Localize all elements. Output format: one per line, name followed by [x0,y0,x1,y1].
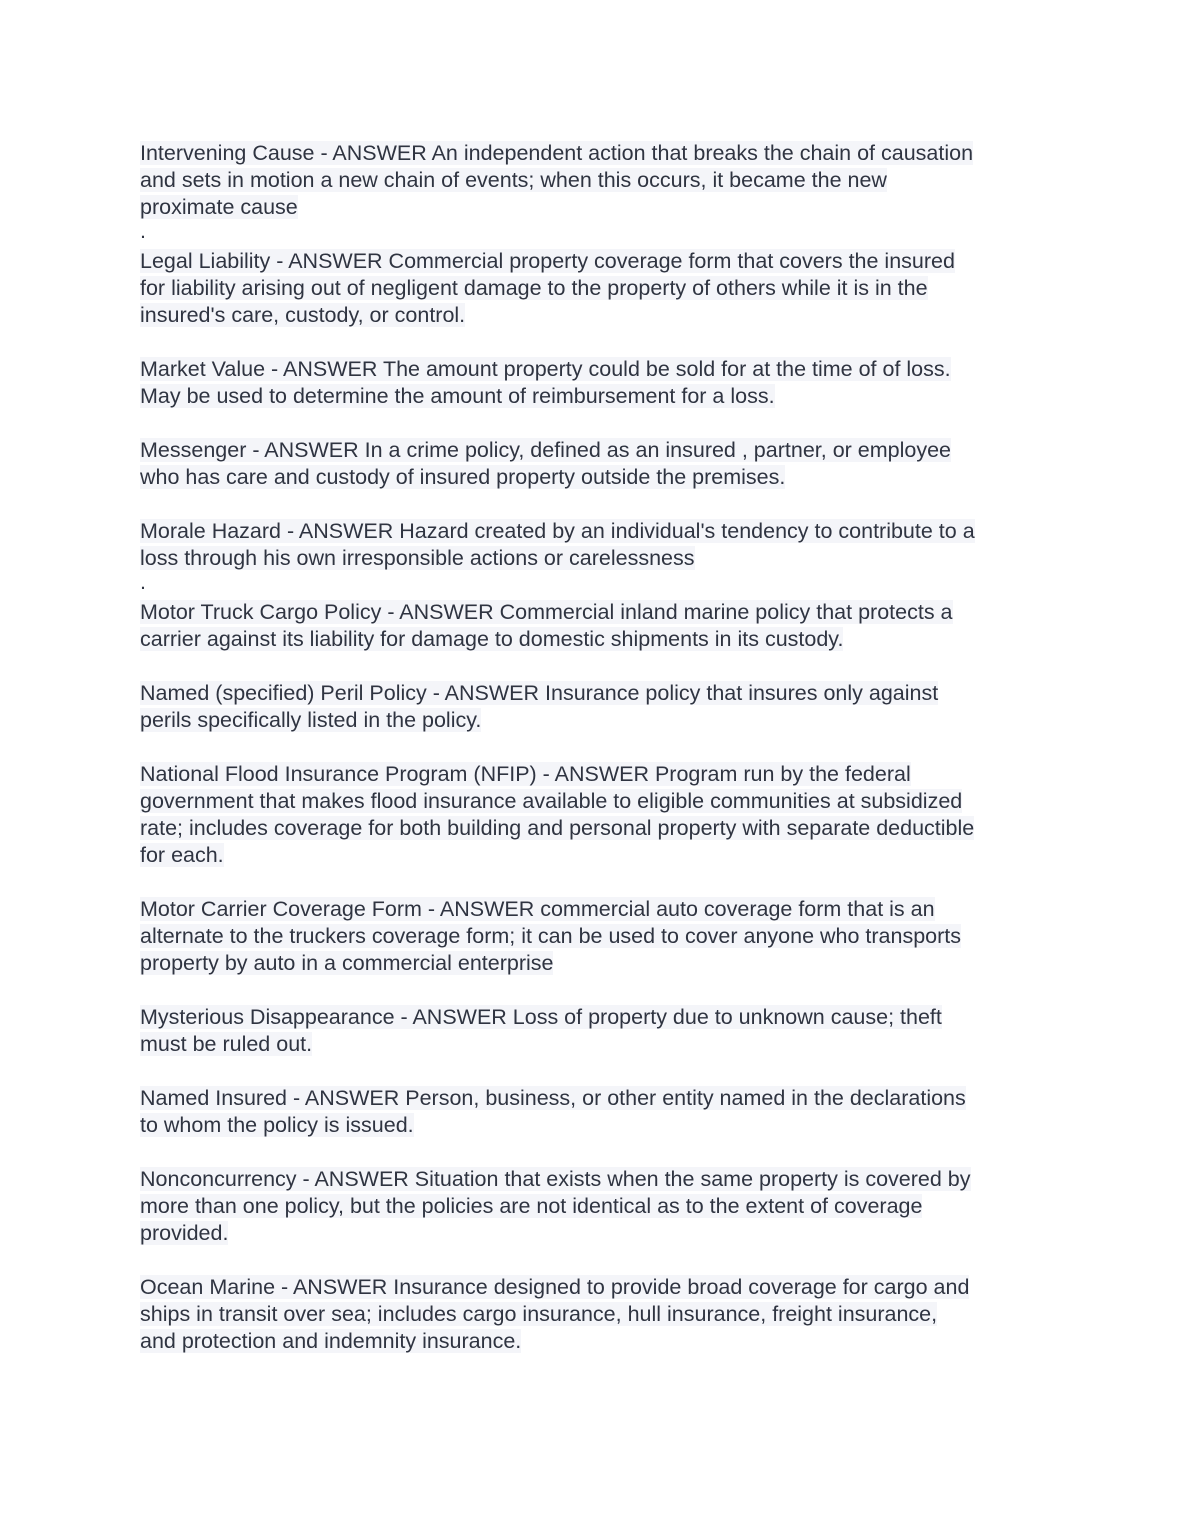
entry-text: Motor Truck Cargo Policy - ANSWER Commercial inland marine policy that protects a [140,600,953,624]
glossary-entry [140,599,1052,680]
entry-text-line [140,1328,1052,1355]
entry-text: for liability arising out of negligent damage to the property of others while it is in the [140,276,928,300]
entry-text: provided. [140,1221,229,1245]
entry-text-line [140,518,1052,545]
entry-text-line [140,815,1052,842]
entry-text-line [140,140,1052,167]
glossary-entry [140,896,1052,1004]
entry-spacer [140,329,1052,356]
entry-text: ships in transit over sea; includes cargo insurance, hull insurance, freight insurance, [140,1302,938,1326]
glossary-entry [140,1274,1052,1355]
entry-trailing-mark: . [140,219,146,243]
entry-text: and protection and indemnity insurance. [140,1329,522,1353]
entry-text-line [140,1112,1052,1139]
entry-text-line [140,842,1052,869]
entry-text-line [140,356,1052,383]
entry-text: who has care and custody of insured property outside the premises. [140,465,786,489]
entry-text: Ocean Marine - ANSWER Insurance designed to provide broad coverage for cargo and [140,1275,970,1299]
entry-text-line [140,1004,1052,1031]
entry-spacer [140,977,1052,1004]
entry-text-line [140,923,1052,950]
entry-text: Legal Liability - ANSWER Commercial property coverage form that covers the insured [140,249,955,273]
entry-text-line [140,950,1052,977]
entry-text: loss through his own irresponsible actions or carelessness [140,546,695,570]
entry-text-line [140,302,1052,329]
entry-text: Named Insured - ANSWER Person, business, or other entity named in the declarations [140,1086,966,1110]
glossary-entry [140,680,1052,761]
entry-spacer [140,1247,1052,1274]
entry-spacer [140,491,1052,518]
entry-text: Motor Carrier Coverage Form - ANSWER commercial auto coverage form that is an [140,897,935,921]
document-page [140,140,1052,1355]
entry-spacer [140,653,1052,680]
glossary-entry [140,518,1052,599]
glossary-entry [140,1085,1052,1166]
glossary-entry [140,1166,1052,1274]
entry-text-line [140,707,1052,734]
entry-text-line [140,383,1052,410]
entry-text: must be ruled out. [140,1032,313,1056]
entry-text-line [140,464,1052,491]
entry-text-line [140,599,1052,626]
entry-text-line [140,788,1052,815]
entry-spacer [140,1058,1052,1085]
entry-text: for each. [140,843,224,867]
glossary-entry [140,248,1052,356]
glossary-entry [140,437,1052,518]
entry-text: property by auto in a commercial enterprise [140,951,554,975]
entry-text: carrier against its liability for damage to domestic shipments in its custody. [140,627,844,651]
entry-text-line [140,680,1052,707]
entry-text: more than one policy, but the policies are not identical as to the extent of coverage [140,1194,923,1218]
glossary-entry [140,356,1052,437]
entry-text-line [140,167,1052,194]
entry-text-line [140,1166,1052,1193]
entry-text-line [140,1031,1052,1058]
entry-text-line [140,1274,1052,1301]
entry-spacer [140,410,1052,437]
entry-text: perils specifically listed in the policy. [140,708,482,732]
entry-text-line [140,437,1052,464]
entry-text-line [140,1220,1052,1247]
entry-spacer [140,869,1052,896]
entry-text-line [140,1301,1052,1328]
glossary-entry [140,140,1052,248]
entry-text: Messenger - ANSWER In a crime policy, defined as an insured , partner, or employee [140,438,952,462]
entry-text: Morale Hazard - ANSWER Hazard created by an individual's tendency to contribute to a [140,519,975,543]
entry-text-line [140,1193,1052,1220]
entry-text: to whom the policy is issued. [140,1113,414,1137]
entry-text: insured's care, custody, or control. [140,303,466,327]
entry-text-line [140,626,1052,653]
entry-text: and sets in motion a new chain of events; when this occurs, it became the new [140,168,887,192]
entry-text-line [140,896,1052,923]
entry-trailing-mark: . [140,570,146,594]
entry-spacer [140,734,1052,761]
entry-text: May be used to determine the amount of reimbursement for a loss. [140,384,775,408]
glossary-entry [140,1004,1052,1085]
entry-text-line [140,545,1052,572]
entry-text: rate; includes coverage for both building and personal property with separate deductible [140,816,975,840]
entry-text-line [140,1085,1052,1112]
entry-text: Mysterious Disappearance - ANSWER Loss of property due to unknown cause; theft [140,1005,942,1029]
entry-text: alternate to the truckers coverage form; it can be used to cover anyone who transports [140,924,962,948]
entry-text: National Flood Insurance Program (NFIP) - ANSWER Program run by the federal [140,762,911,786]
entry-text: government that makes flood insurance available to eligible communities at subsidized [140,789,963,813]
entry-text-line [140,761,1052,788]
entry-text-line [140,275,1052,302]
entry-text: Intervening Cause - ANSWER An independent action that breaks the chain of causation [140,141,974,165]
glossary-entry [140,761,1052,896]
entry-text: Named (specified) Peril Policy - ANSWER Insurance policy that insures only against [140,681,939,705]
entry-text: Market Value - ANSWER The amount property could be sold for at the time of of loss. [140,357,951,381]
entry-text-line [140,194,1052,221]
entry-spacer [140,1139,1052,1166]
entry-text: Nonconcurrency - ANSWER Situation that exists when the same property is covered by [140,1167,971,1191]
entry-text-line [140,248,1052,275]
entry-text: proximate cause [140,195,298,219]
